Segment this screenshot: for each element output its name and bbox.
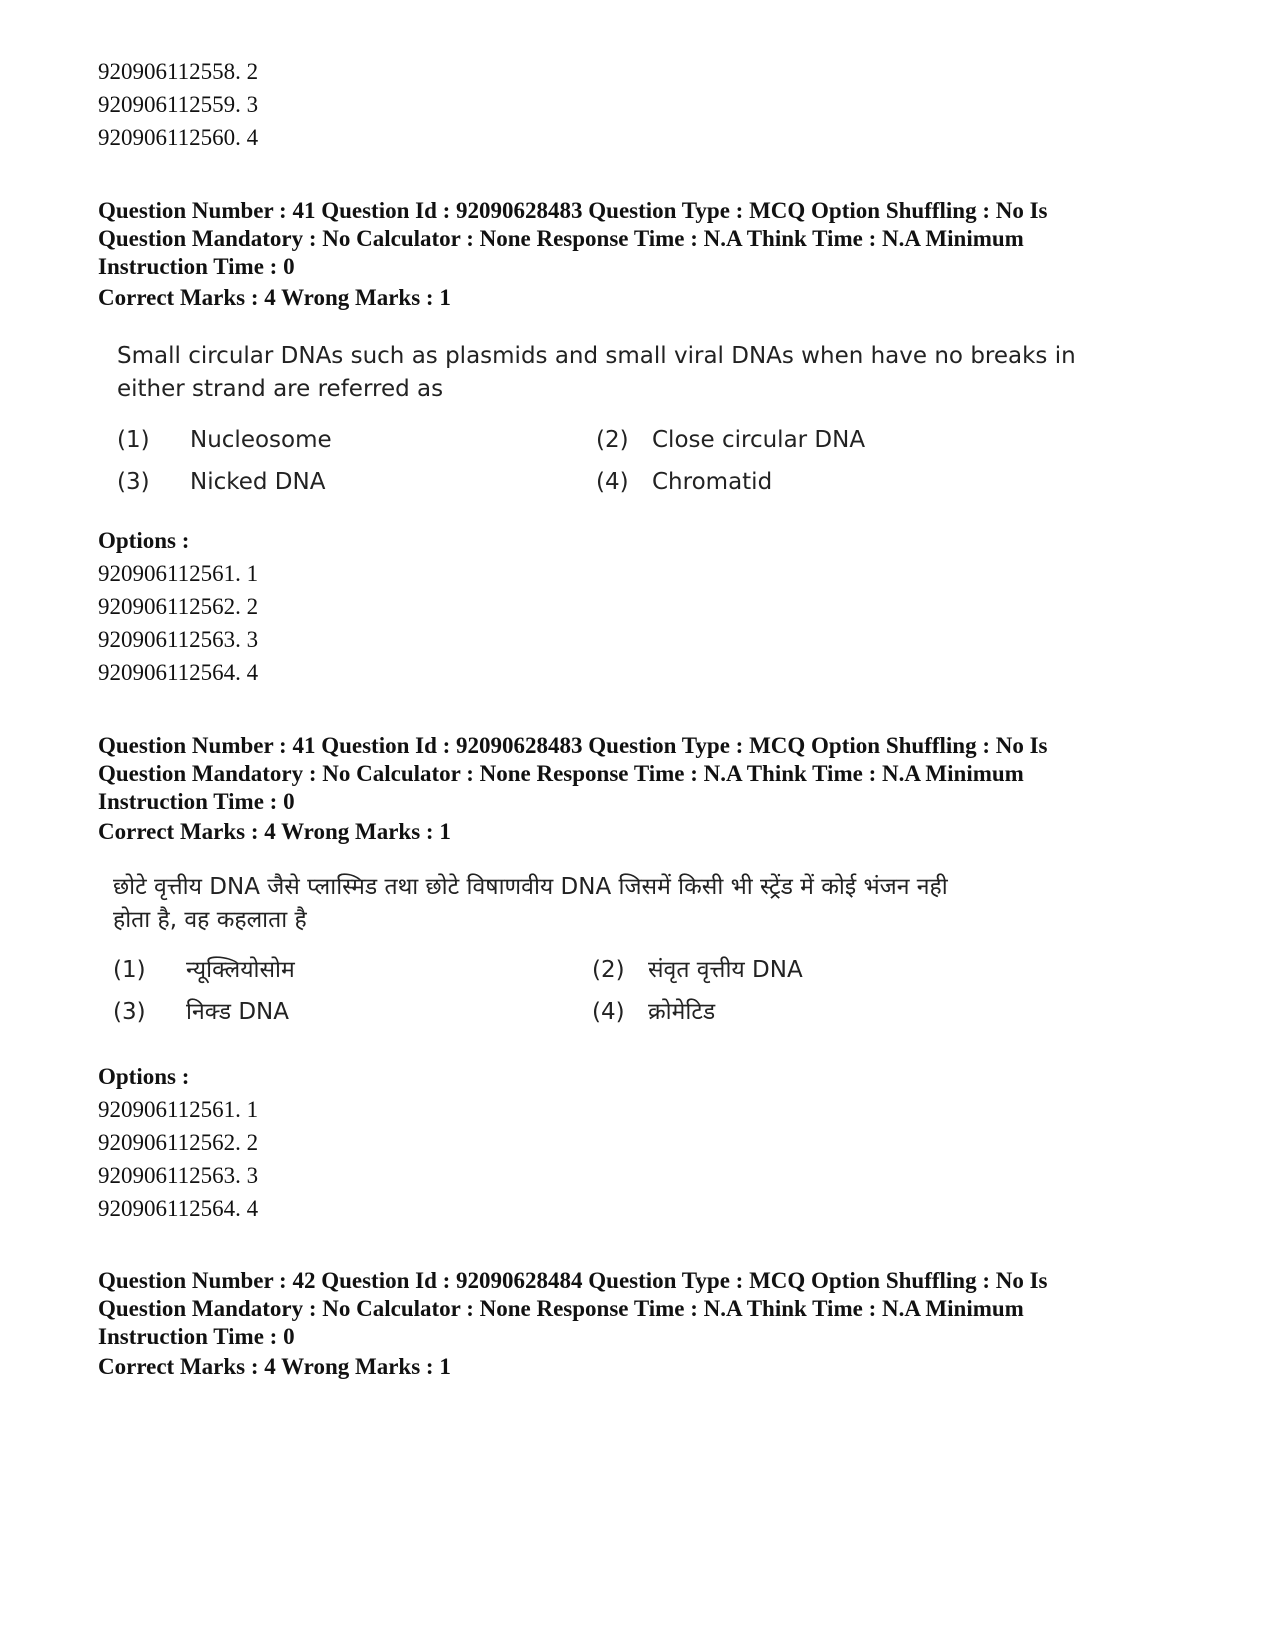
- option-id-line: 920906112561. 1: [98, 1097, 259, 1122]
- question-text: [113, 871, 1073, 937]
- choice-text: Close circular DNA: [652, 427, 866, 453]
- choice-number: (1): [117, 427, 150, 453]
- choice-text: न्यूक्लियोसोम: [186, 957, 295, 983]
- choice-number: (1): [113, 957, 146, 983]
- question-header-line: Instruction Time : 0: [98, 254, 295, 279]
- question-header-line: Question Mandatory : No Calculator : None Response Time : N.A Think Time : N.A Minimum: [98, 761, 1024, 786]
- option-id-line: 920906112563. 3: [98, 1163, 259, 1188]
- marks-line: Correct Marks : 4 Wrong Marks : 1: [98, 1354, 451, 1379]
- choice-number: (3): [113, 999, 146, 1025]
- option-id-line: 920906112560. 4: [98, 125, 259, 150]
- question-text-line: Small circular DNAs such as plasmids and small viral DNAs when have no breaks in: [117, 343, 1076, 369]
- choice-text: Nicked DNA: [190, 469, 326, 495]
- marks-line: Correct Marks : 4 Wrong Marks : 1: [98, 819, 451, 844]
- question-header-line: Question Number : 41 Question Id : 92090628483 Question Type : MCQ Option Shuffling : No Is: [98, 198, 1048, 223]
- question-header: [98, 732, 1158, 816]
- question-text-line: either strand are referred as: [117, 376, 444, 402]
- options-label: Options :: [98, 1064, 190, 1089]
- choice-number: (3): [117, 469, 150, 495]
- choice-number: (2): [592, 957, 625, 983]
- option-id-line: 920906112559. 3: [98, 92, 259, 117]
- option-id-line: 920906112562. 2: [98, 594, 259, 619]
- option-id-line: 920906112563. 3: [98, 627, 259, 652]
- marks-line: Correct Marks : 4 Wrong Marks : 1: [98, 285, 451, 310]
- choice-number: (2): [596, 427, 629, 453]
- question-header-line: Instruction Time : 0: [98, 1324, 295, 1349]
- choice-text: संवृत वृत्तीय DNA: [648, 957, 803, 983]
- choice-number: (4): [596, 469, 629, 495]
- choice-number: (4): [592, 999, 625, 1025]
- question-header-line: Question Number : 42 Question Id : 92090628484 Question Type : MCQ Option Shuffling : No Is: [98, 1268, 1048, 1293]
- question-text-line: छोटे वृत्तीय DNA जैसे प्लास्मिड तथा छोटे विषाणवीय DNA जिसमें किसी भी स्ट्रेंड में कोई भंजन नही: [113, 874, 948, 900]
- question-header-line: Question Number : 41 Question Id : 92090628483 Question Type : MCQ Option Shuffling : No Is: [98, 733, 1048, 758]
- options-label: Options :: [98, 528, 190, 553]
- option-id-line: 920906112558. 2: [98, 59, 259, 84]
- option-id-line: 920906112564. 4: [98, 1196, 259, 1221]
- choice-text: Chromatid: [652, 469, 773, 495]
- choice-text: निक्ड DNA: [186, 999, 289, 1025]
- question-header: [98, 197, 1158, 281]
- question-header-line: Question Mandatory : No Calculator : None Response Time : N.A Think Time : N.A Minimum: [98, 1296, 1024, 1321]
- question-header: [98, 1267, 1158, 1351]
- question-header-line: Question Mandatory : No Calculator : None Response Time : N.A Think Time : N.A Minimum: [98, 226, 1024, 251]
- question-text-line: होता है, वह कहलाता है: [113, 907, 307, 933]
- choice-text: Nucleosome: [190, 427, 332, 453]
- choice-text: क्रोमेटिड: [648, 999, 716, 1025]
- question-header-line: Instruction Time : 0: [98, 789, 295, 814]
- option-id-line: 920906112562. 2: [98, 1130, 259, 1155]
- option-id-line: 920906112561. 1: [98, 561, 259, 586]
- option-id-line: 920906112564. 4: [98, 660, 259, 685]
- question-text: [117, 340, 1077, 406]
